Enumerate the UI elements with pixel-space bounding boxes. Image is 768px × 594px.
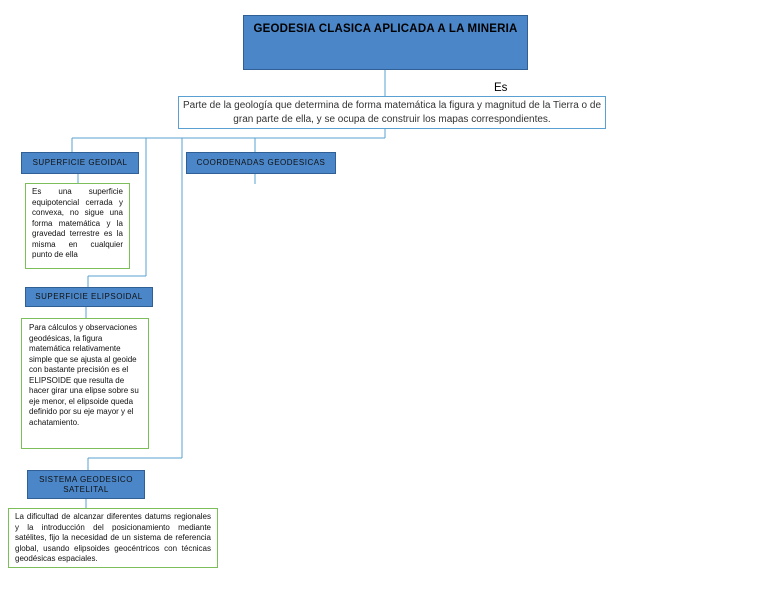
definition-box: Parte de la geología que determina de forma matemática la figura y magnitud de la Tierra o de gran parte de ella, y se ocupa de construir los mapas correspondientes. (178, 96, 606, 129)
elipsoidal-description: Para cálculos y observaciones geodésicas, la figura matemática relativamente simple que se ajusta al geoide con bastante precisión es el ELIPSOIDE que resulta de hacer girar una elipse sobre su eje menor, el elipsoide queda definido por su eje mayor y el achatamiento. (21, 318, 149, 449)
node-superficie-elipsoidal: SUPERFICIE ELIPSOIDAL (25, 287, 153, 307)
main-title: GEODESIA CLASICA APLICADA A LA MINERIA (243, 15, 528, 70)
node-sistema-geodesico-satelital: SISTEMA GEODESICO SATELITAL (27, 470, 145, 499)
satelital-description: La dificultad de alcanzar diferentes datums regionales y la introducción del posicionamiento mediante satélites, fijo la necesidad de un sistema de referencia global, usando elipsoides geocéntricos con técnicas geodésicas espaciales. (8, 508, 218, 568)
geoidal-description: Es una superficie equipotencial cerrada y convexa, no sigue una forma matemática y la gravedad terrestre es la misma en cualquier punto de ella (25, 183, 130, 269)
node-superficie-geoidal: SUPERFICIE GEOIDAL (21, 152, 139, 174)
connector-label-es: Es (494, 82, 508, 94)
node-coordenadas-geodesicas: COORDENADAS GEODESICAS (186, 152, 336, 174)
